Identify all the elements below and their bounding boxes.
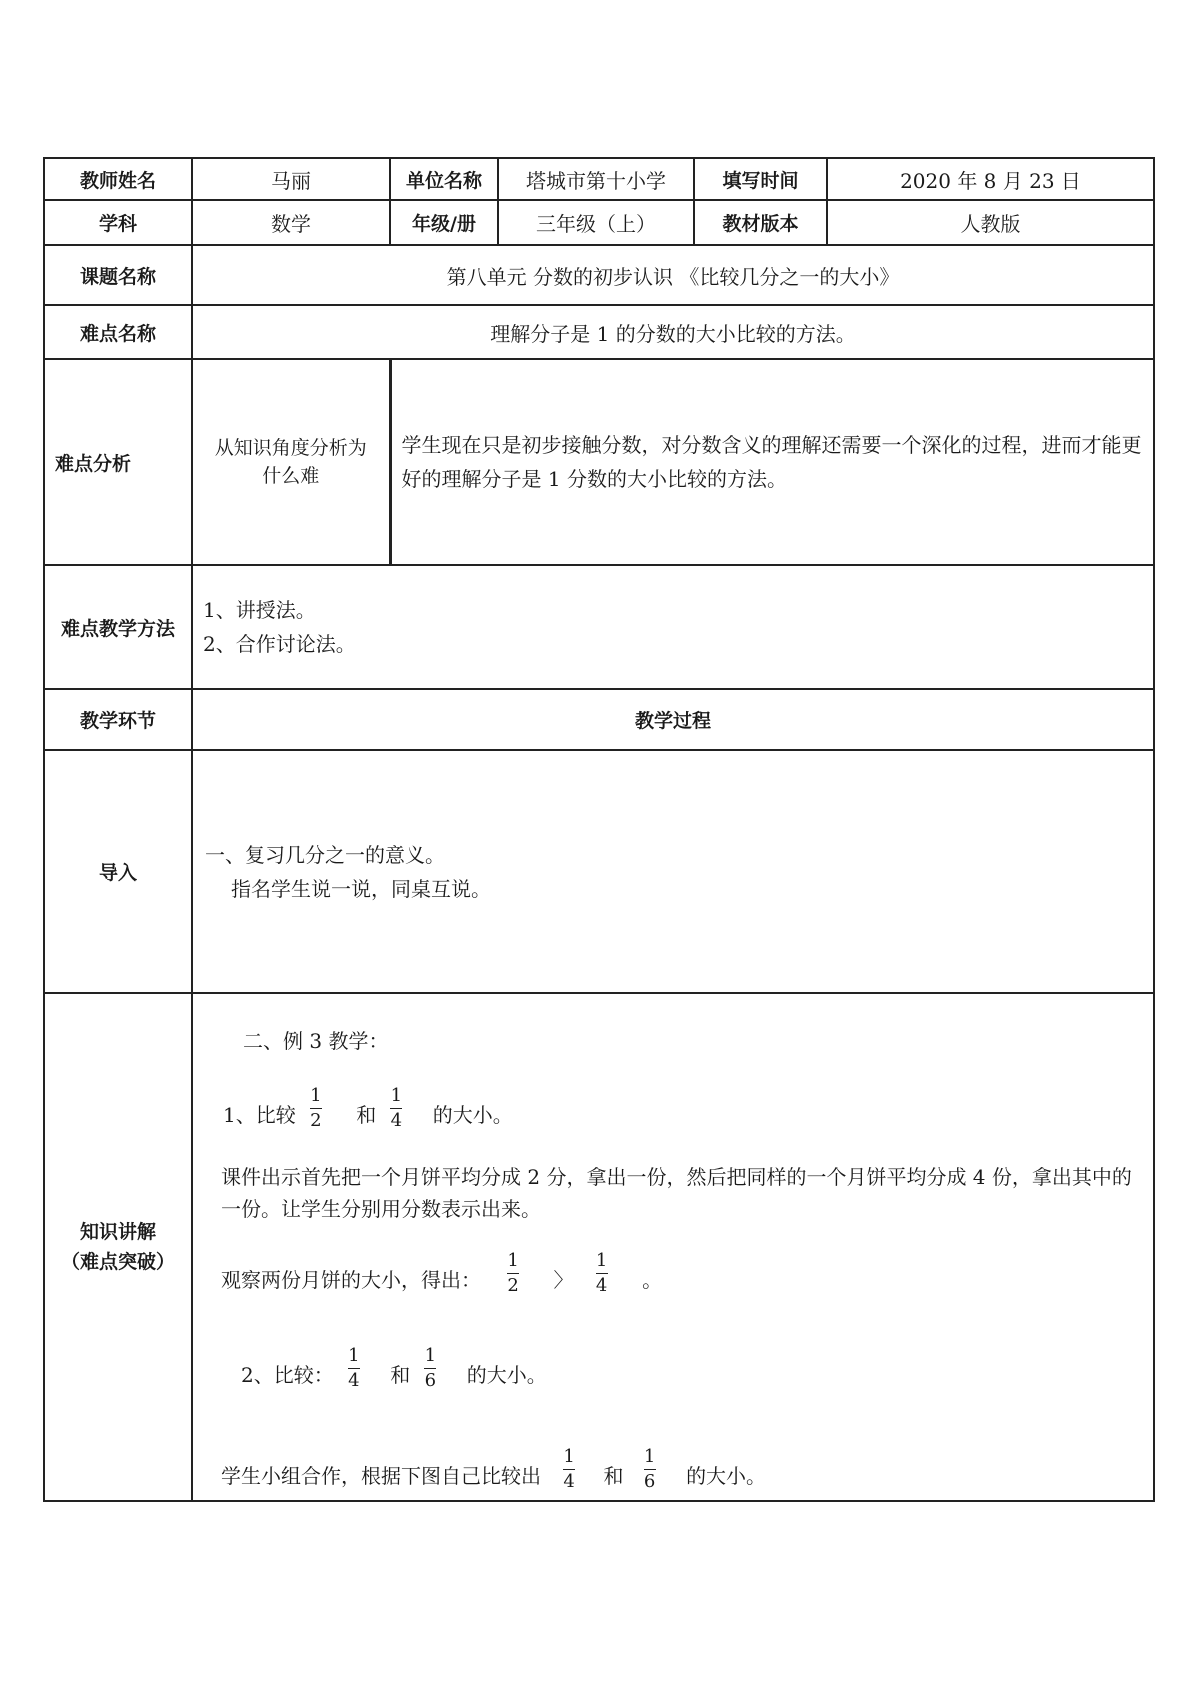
group-work-suffix: 的大小。 — [686, 1464, 767, 1488]
fraction-numerator: 1 — [507, 1250, 519, 1271]
header-row-2 — [44, 200, 1154, 245]
fraction-one-sixth — [423, 1346, 438, 1391]
fraction-one-half — [505, 1251, 520, 1296]
example-heading: 二、例 3 教学： — [243, 1029, 389, 1053]
fraction-bar — [310, 1108, 322, 1109]
topic-label: 课题名称 — [44, 245, 192, 305]
compare-item-2-prefix: 2、比较： — [241, 1363, 334, 1387]
intro-label: 导入 — [44, 750, 192, 993]
intro-line-2: 指名学生说一说，同桌互说。 — [231, 876, 491, 901]
compare-item-2-suffix: 的大小。 — [466, 1363, 547, 1387]
grade-label: 年级/册 — [390, 200, 498, 245]
process-header-value: 教学过程 — [192, 689, 1154, 750]
fraction-numerator: 1 — [348, 1345, 360, 1366]
fraction-denominator: 4 — [595, 1275, 608, 1296]
topic-row — [44, 245, 1154, 305]
topic-value: 第八单元 分数的初步认识 《比较几分之一的大小》 — [192, 245, 1154, 305]
method-item-1: 1、讲授法。 — [203, 598, 316, 622]
analysis-sub-label: 从知识角度分析为什么难 — [192, 359, 390, 565]
difficulty-value: 理解分子是 1 的分数的大小比较的方法。 — [192, 305, 1154, 359]
fraction-denominator: 2 — [507, 1275, 519, 1296]
method-list — [192, 565, 1154, 689]
fraction-denominator: 4 — [563, 1471, 575, 1492]
knowledge-content — [192, 993, 1154, 1501]
greater-than-sign: 〉 — [553, 1268, 574, 1292]
process-step-label: 教学环节 — [44, 689, 192, 750]
intro-row — [44, 750, 1154, 993]
compare-item-1 — [203, 1085, 1143, 1139]
analysis-row — [44, 359, 1154, 565]
analysis-label: 难点分析 — [44, 359, 192, 565]
compare-item-2 — [203, 1345, 1143, 1399]
difficulty-label: 难点名称 — [44, 305, 192, 359]
fraction-denominator: 2 — [310, 1110, 322, 1131]
group-work-and: 和 — [603, 1464, 624, 1488]
group-work-prefix: 学生小组合作，根据下图自己比较出 — [221, 1464, 541, 1488]
teacher-name-value: 马丽 — [192, 158, 390, 200]
teacher-name-label: 教师姓名 — [44, 158, 192, 200]
fraction-numerator: 1 — [310, 1085, 322, 1106]
fraction-numerator: 1 — [595, 1250, 608, 1271]
intro-content — [192, 750, 1154, 993]
fraction-denominator: 4 — [390, 1110, 403, 1131]
fraction-one-quarter — [561, 1447, 576, 1492]
analysis-text: 学生现在只是初步接触分数，对分数含义的理解还需要一个深化的过程，进而才能更好的理解分子是 1 分数的大小比较的方法。 — [390, 359, 1154, 565]
fraction-bar — [348, 1368, 360, 1369]
unit-name-label: 单位名称 — [390, 158, 498, 200]
courseware-paragraph: 课件出示首先把一个月饼平均分成 2 分，拿出一份，然后把同样的一个月饼平均分成 4 份，拿出其中的一份。让学生分别用分数表示出来。 — [221, 1165, 1132, 1221]
knowledge-label-line-2: （难点突破） — [60, 1251, 175, 1273]
knowledge-label — [44, 993, 192, 1501]
fraction-numerator: 1 — [424, 1345, 437, 1366]
process-header-row — [44, 689, 1154, 750]
knowledge-row — [44, 993, 1154, 1501]
fraction-denominator: 4 — [348, 1370, 360, 1391]
intro-line-1: 一、复习几分之一的意义。 — [205, 842, 445, 867]
knowledge-label-line-1: 知识讲解 — [79, 1221, 156, 1243]
edition-value: 人教版 — [827, 200, 1154, 245]
fraction-bar — [563, 1469, 575, 1470]
subject-value: 数学 — [192, 200, 390, 245]
difficulty-row — [44, 305, 1154, 359]
compare-item-1-prefix: 1、比较 — [223, 1103, 296, 1127]
fraction-bar — [596, 1273, 608, 1274]
header-row-1 — [44, 158, 1154, 200]
fraction-numerator: 1 — [390, 1085, 403, 1106]
compare-item-2-and: 和 — [390, 1363, 411, 1387]
method-label: 难点教学方法 — [44, 565, 192, 689]
fraction-numerator: 1 — [563, 1446, 575, 1467]
fraction-one-quarter — [346, 1346, 361, 1391]
compare-item-1-suffix: 的大小。 — [432, 1103, 513, 1127]
fraction-bar — [507, 1273, 519, 1274]
observe-suffix: 。 — [642, 1268, 663, 1292]
fraction-bar — [390, 1108, 402, 1109]
fraction-one-sixth — [642, 1447, 657, 1492]
fill-date-label: 填写时间 — [694, 158, 827, 200]
fraction-numerator: 1 — [643, 1446, 656, 1467]
fraction-bar — [424, 1368, 436, 1369]
fraction-bar — [644, 1469, 656, 1470]
method-item-2: 2、合作讨论法。 — [203, 632, 356, 656]
fraction-one-quarter — [594, 1251, 609, 1296]
observe-line — [203, 1250, 1143, 1304]
compare-item-1-and: 和 — [356, 1103, 377, 1127]
method-row — [44, 565, 1154, 689]
grade-value: 三年级（上） — [498, 200, 694, 245]
fraction-denominator: 6 — [643, 1471, 656, 1492]
observe-prefix: 观察两份月饼的大小，得出： — [221, 1268, 481, 1292]
edition-label: 教材版本 — [694, 200, 827, 245]
unit-name-value: 塔城市第十小学 — [498, 158, 694, 200]
fraction-denominator: 6 — [424, 1370, 437, 1391]
fraction-one-quarter — [389, 1086, 404, 1131]
fill-date-value: 2020 年 8 月 23 日 — [827, 158, 1154, 200]
lesson-plan-table — [43, 157, 1155, 1502]
subject-label: 学科 — [44, 200, 192, 245]
fraction-one-half — [308, 1086, 323, 1131]
group-work-line — [203, 1446, 1143, 1500]
